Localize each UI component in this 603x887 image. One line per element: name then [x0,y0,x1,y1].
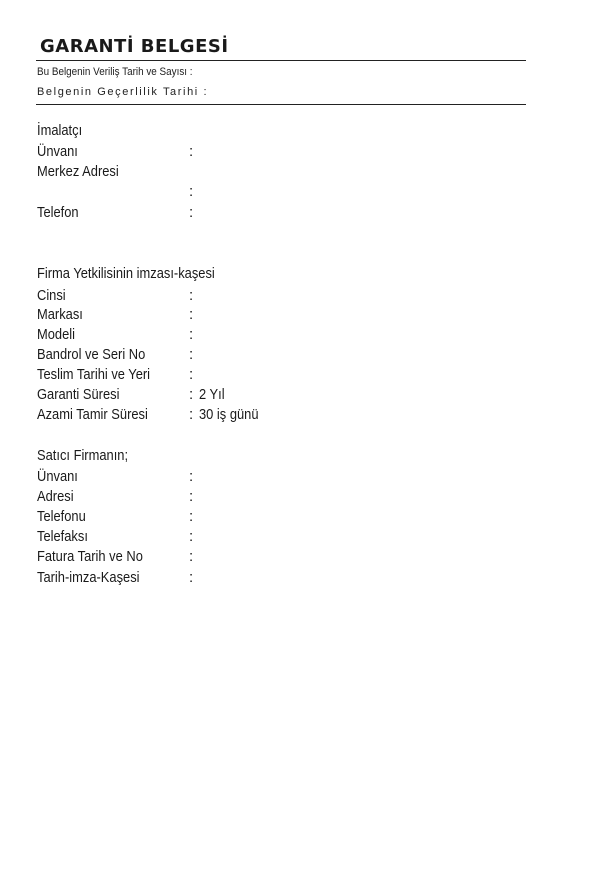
product-delivery-row [37,366,194,384]
issue-date-line: Bu Belgenin Veriliş Tarih ve Sayısı : [37,66,193,78]
seller-address-label: Adresi [37,488,74,505]
product-serial-label: Bandrol ve Seri No [37,346,146,363]
product-serial-row [37,346,194,364]
colon: : [189,183,194,200]
colon: : [189,346,194,363]
seller-phone-label: Telefonu [37,508,86,525]
validity-date-line: Belgenin Geçerlilik Tarihi : [37,86,209,98]
seller-heading: Satıcı Firmanın; [37,447,129,464]
manufacturer-heading: İmalatçı [37,122,83,139]
colon: : [189,386,194,403]
seller-fax-row [37,528,194,546]
colon: : [189,306,194,323]
header-rule [36,104,526,105]
page-title: GARANTİ BELGESİ [40,36,229,57]
product-warranty-label: Garanti Süresi [37,386,120,403]
colon: : [189,508,194,525]
seller-title-row [37,468,194,486]
manufacturer-phone-row [37,204,194,222]
product-brand-row [37,306,194,324]
colon: : [189,569,194,586]
product-model-label: Modeli [37,326,76,343]
seller-invoice-label: Fatura Tarih ve No [37,548,143,565]
colon: : [189,366,194,383]
colon: : [189,468,194,485]
product-model-row [37,326,194,344]
colon: : [189,204,194,221]
manufacturer-address-row [37,163,132,181]
product-delivery-label: Teslim Tarihi ve Yeri [37,366,151,383]
product-warranty-value: 2 Yıl [199,386,225,403]
product-repair-row [37,406,259,424]
seller-title-label: Ünvanı [37,468,78,485]
seller-sign-label: Tarih-imza-Kaşesi [37,569,140,586]
product-heading: Firma Yetkilisinin imzası-kaşesi [37,265,215,282]
product-type-row [37,287,194,305]
seller-fax-label: Telefaksı [37,528,88,545]
seller-address-row [37,488,194,506]
manufacturer-phone-label: Telefon [37,204,79,221]
seller-phone-row [37,508,194,526]
product-repair-label: Azami Tamir Süresi [37,406,148,423]
colon: : [189,326,194,343]
manufacturer-title-row [37,143,194,161]
colon: : [189,287,194,304]
product-brand-label: Markası [37,306,83,323]
seller-sign-row [37,569,194,587]
manufacturer-title-label: Ünvanı [37,143,78,160]
colon: : [189,548,194,565]
title-rule [36,60,526,61]
product-repair-value: 30 iş günü [199,406,259,423]
manufacturer-address-label: Merkez Adresi [37,163,119,180]
colon: : [189,143,194,160]
colon: : [189,528,194,545]
product-warranty-row [37,386,225,404]
product-type-label: Cinsi [37,287,66,304]
colon: : [189,488,194,505]
seller-invoice-row [37,548,194,566]
colon: : [189,406,194,423]
